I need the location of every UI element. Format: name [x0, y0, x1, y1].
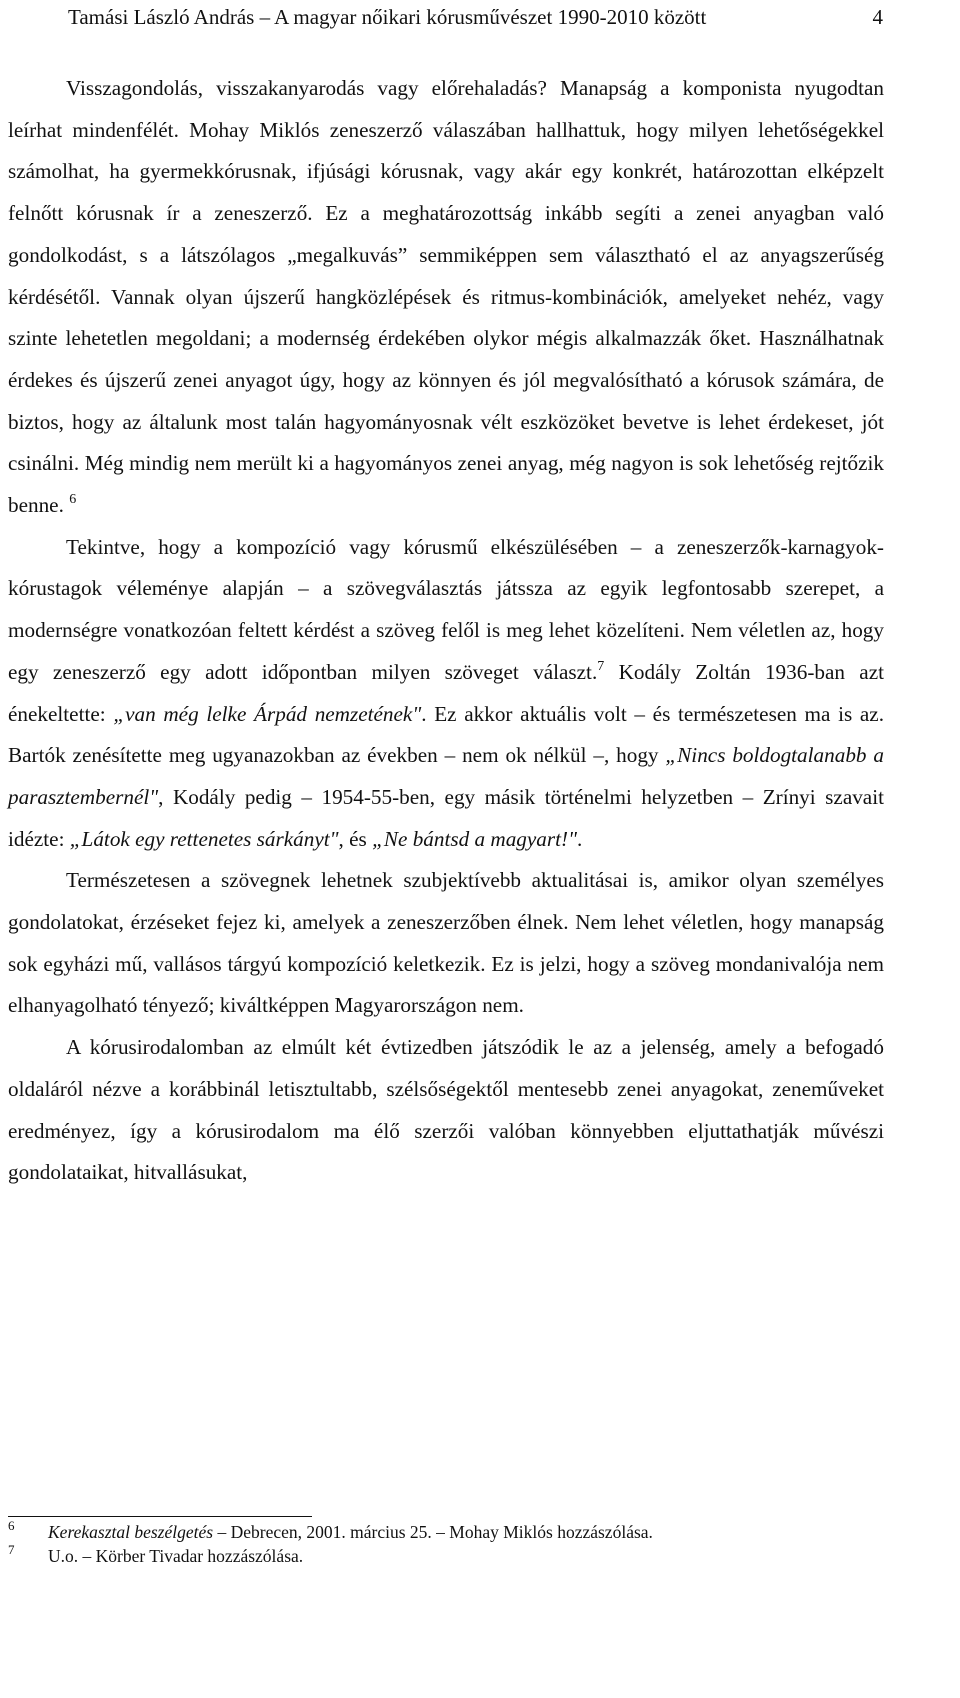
footnote-6: [8, 1520, 908, 1544]
footnote-text: – Debrecen, 2001. március 25. – Mohay Miklós hozzászólása.: [213, 1522, 653, 1542]
footnote-ref-7: 7: [597, 658, 605, 674]
paragraph-2-text-f: .: [576, 826, 583, 851]
paragraph-2-text-c: . Ez akkor aktuális volt – és természetesen ma is az. Bartók zenésítette meg ugyanazokban az években – nem ok nélkül –, hogy: [8, 701, 884, 768]
footnote-text: U.o. – Körber Tivadar hozzászólása.: [48, 1546, 304, 1566]
paragraph-2-text-a: Tekintve, hogy a kompozíció vagy kórusmű elkészülésében – a zeneszerzők-karnagyok-kórustagok véleménye alapján – a szövegválasztás játssza az egyik legfontosabb szerepet, a modernségre vonatkozóan feltett kérdést a szöveg felől is meg lehet közelíteni. Nem véletlen az, hogy egy zeneszerző egy adott időpontban milyen szöveget választ.: [8, 534, 884, 684]
running-header: [68, 2, 883, 32]
footnotes: [8, 1520, 908, 1568]
page-number: 4: [872, 5, 883, 29]
paragraph-2-text-e: , és: [338, 826, 373, 851]
paragraph-2: [8, 527, 884, 861]
paragraph-1-text: Visszagondolás, visszakanyarodás vagy előrehaladás? Manapság a komponista nyugodtan leírhat mindenfélét. Mohay Miklós zeneszerző válaszában hallhattuk, hogy milyen lehetőségekkel számolhat, ha gyermekkórusnak, ifjúsági kórusnak, vagy akár egy konkrét, határozottan elképzelt felnőtt kórusnak ír a zeneszerző. Ez a meghatározottság inkább segíti a zenei anyagban való gondolkodást, s a látszólagos „megalkuvás” semmiképpen sem választható el az anyagszerűség kérdésétől. Vannak olyan újszerű hangközlépések és ritmus-kombinációk, amelyeket nehéz, vagy szinte lehetetlen megoldani; a modernség érdekében olykor mégis alkalmazzák őket. Használhatnak érdekes és újszerű zenei anyagot úgy, hogy az könnyen és jól megvalósítható a kórusok számára, de biztos, hogy az általunk most talán hagyományosnak vélt eszközöket bevetve is lehet érdekeset, jót csinálni. Még mindig nem merült ki a hagyományos zenei anyag, még nagyon is sok lehetőség rejtőzik benne.: [8, 76, 884, 518]
footnote-italic: Kerekasztal beszélgetés: [48, 1522, 214, 1542]
paragraph-2-text-b: Kodály Zoltán 1936-ban azt énekeltette:: [8, 659, 884, 726]
paragraph-3: Természetesen a szövegnek lehetnek szubjektívebb aktualitásai is, amikor olyan személyes gondolatokat, érzéseket fejez ki, amelyek a zeneszerzőben élnek. Nem lehet véletlen, hogy manapság sok egyházi mű, vallásos tárgyú kompozíció keletkezik. Ez is jelzi, hogy a szöveg mondanivalója nem elhanyagolható tényező; kiváltképpen Magyarországon nem.: [8, 868, 884, 1018]
quote-kodaly-1936: „van még lelke Árpád nemzetének": [113, 701, 422, 726]
body-text: [8, 68, 884, 1194]
footnote-number: 6: [8, 1518, 15, 1533]
quote-bartok: „Nincs boldogtalanabb a parasztembernél": [8, 743, 884, 809]
quote-zrinyi-2: „Ne bántsd a magyart!": [372, 826, 577, 851]
running-title: Tamási László András – A magyar nőikari kórusművészet 1990-2010 között: [68, 5, 707, 29]
quote-zrinyi-1: „Látok egy rettenetes sárkányt": [69, 826, 339, 851]
footnote-7: [8, 1544, 908, 1568]
footnote-ref-6: 6: [69, 492, 77, 508]
footnote-number: 7: [8, 1542, 15, 1557]
paragraph-2-text-d: , Kodály pedig – 1954-55-ben, egy másik történelmi helyzetben – Zrínyi szavait idézte:: [8, 784, 884, 851]
paragraph-4: A kórusirodalomban az elmúlt két évtizedben játszódik le az a jelenség, amely a befogadó oldaláról nézve a korábbinál letisztultabb, szélsőségektől mentesebb zenei anyagokat, zeneműveket eredményez, így a kórusirodalom ma élő szerzői valóban könnyebben eljuttathatják művészi gondolataikat, hitvallásukat,: [8, 1035, 884, 1185]
footnote-separator: [8, 1516, 312, 1517]
paragraph-1: [8, 68, 884, 527]
